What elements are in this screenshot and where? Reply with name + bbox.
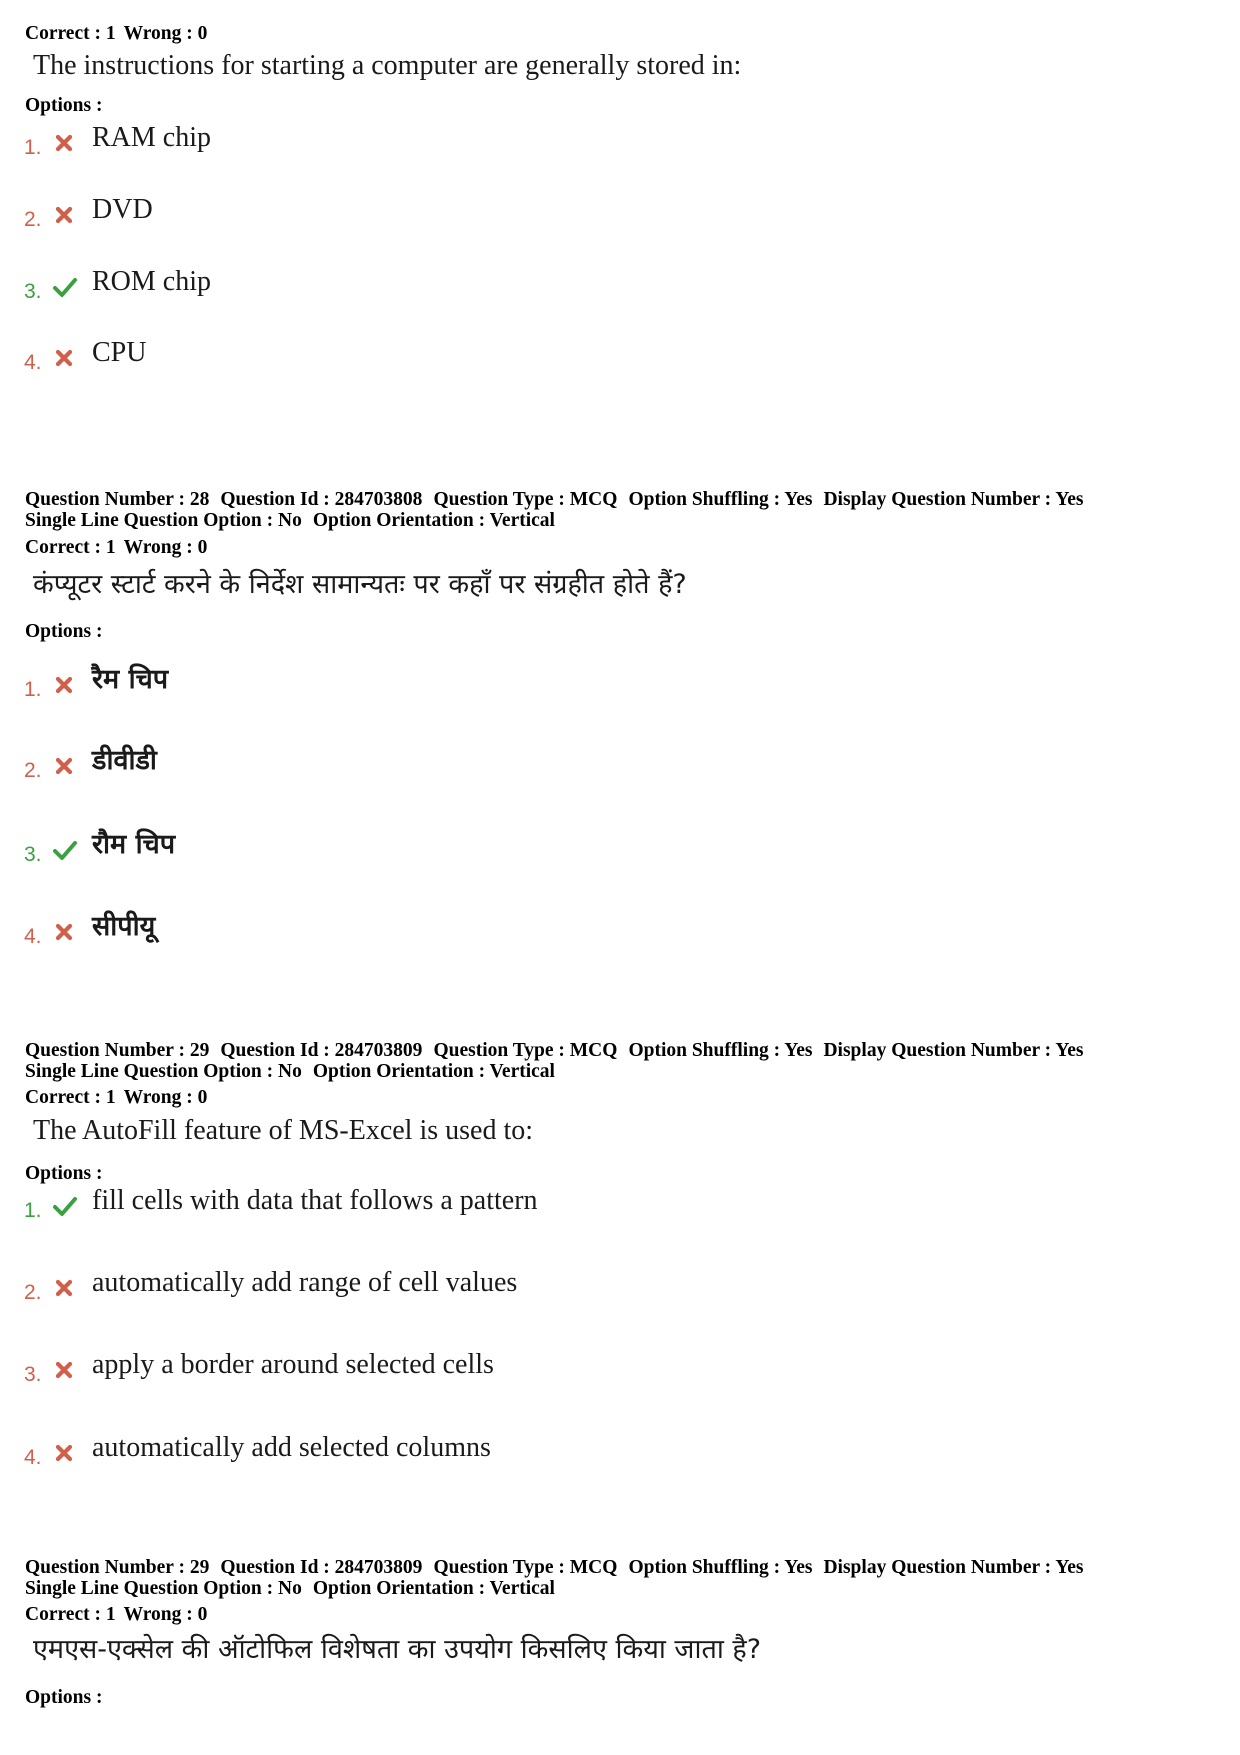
option-orientation: Option Orientation : Vertical — [312, 1061, 555, 1082]
option-orientation: Option Orientation : Vertical — [312, 510, 555, 531]
wrong-marks: Wrong : 0 — [123, 1604, 208, 1625]
options-label: Options : — [25, 1163, 103, 1184]
cross-icon — [52, 131, 76, 155]
option-number: 3. — [24, 1363, 42, 1386]
cross-icon — [52, 1441, 76, 1465]
question-meta-line-2 — [25, 1061, 566, 1082]
option-text: apply a border around selected cells — [92, 1349, 494, 1380]
option-item — [24, 910, 924, 950]
wrong-marks: Wrong : 0 — [123, 23, 208, 44]
check-icon — [52, 275, 76, 299]
option-item — [24, 193, 924, 233]
option-text: automatically add range of cell values — [92, 1267, 518, 1298]
question-id: Question Id : 284703808 — [220, 489, 423, 510]
option-text: ROM chip — [92, 266, 211, 297]
question-meta-line-2 — [25, 1578, 566, 1599]
single-line-option: Single Line Question Option : No — [25, 1061, 302, 1082]
option-item — [24, 663, 924, 703]
option-number: 4. — [24, 925, 42, 948]
check-icon — [52, 838, 76, 862]
wrong-marks: Wrong : 0 — [123, 1087, 208, 1108]
question-type: Question Type : MCQ — [433, 1040, 618, 1061]
option-text: RAM chip — [92, 122, 211, 153]
correct-marks: Correct : 1 — [25, 23, 116, 44]
check-icon — [52, 1194, 76, 1218]
option-orientation: Option Orientation : Vertical — [312, 1578, 555, 1599]
display-question-number: Display Question Number : Yes — [823, 1557, 1084, 1578]
score-line — [25, 23, 215, 45]
correct-marks: Correct : 1 — [25, 1604, 116, 1625]
option-number: 3. — [24, 280, 42, 303]
question-type: Question Type : MCQ — [433, 1557, 618, 1578]
correct-marks: Correct : 1 — [25, 537, 116, 558]
option-item — [24, 1266, 924, 1306]
option-number: 4. — [24, 1446, 42, 1469]
option-text: CPU — [92, 337, 147, 368]
option-number: 1. — [24, 1199, 42, 1222]
question-type: Question Type : MCQ — [433, 489, 618, 510]
options-label: Options : — [25, 95, 103, 116]
display-question-number: Display Question Number : Yes — [823, 1040, 1084, 1061]
cross-icon — [52, 1276, 76, 1300]
option-number: 2. — [24, 759, 42, 782]
option-text: डीवीडी — [92, 745, 157, 776]
option-item — [24, 828, 924, 868]
score-line — [25, 1087, 215, 1109]
option-number: 4. — [24, 351, 42, 374]
option-item — [24, 1184, 924, 1224]
cross-icon — [52, 673, 76, 697]
options-label: Options : — [25, 1687, 103, 1708]
option-item — [24, 121, 924, 161]
question-meta-line-2 — [25, 510, 566, 531]
score-line — [25, 537, 215, 559]
question-meta-line-1 — [25, 1557, 1095, 1578]
question-text: एमएस-एक्सेल की ऑटोफिल विशेषता का उपयोग किसलिए किया जाता है? — [33, 1634, 762, 1665]
option-text: automatically add selected columns — [92, 1432, 491, 1463]
option-text: DVD — [92, 194, 153, 225]
option-item — [24, 1431, 924, 1471]
option-number: 3. — [24, 843, 42, 866]
display-question-number: Display Question Number : Yes — [823, 489, 1084, 510]
cross-icon — [52, 203, 76, 227]
option-item — [24, 744, 924, 784]
question-number: Question Number : 28 — [25, 489, 210, 510]
question-text: The AutoFill feature of MS-Excel is used to: — [33, 1115, 534, 1146]
option-item — [24, 336, 924, 376]
question-id: Question Id : 284703809 — [220, 1040, 423, 1061]
option-number: 2. — [24, 208, 42, 231]
question-number: Question Number : 29 — [25, 1040, 210, 1061]
score-line — [25, 1604, 215, 1626]
options-label: Options : — [25, 621, 103, 642]
option-item — [24, 265, 924, 305]
option-shuffling: Option Shuffling : Yes — [628, 489, 813, 510]
option-item — [24, 1348, 924, 1388]
question-text: कंप्यूटर स्टार्ट करने के निर्देश सामान्यतः पर कहाँ पर संग्रहीत होते हैं? — [33, 569, 687, 600]
option-text: सीपीयू — [92, 911, 156, 942]
option-text: रैम चिप — [92, 664, 169, 695]
question-id: Question Id : 284703809 — [220, 1557, 423, 1578]
option-number: 2. — [24, 1281, 42, 1304]
option-text: fill cells with data that follows a pattern — [92, 1185, 538, 1216]
option-shuffling: Option Shuffling : Yes — [628, 1557, 813, 1578]
wrong-marks: Wrong : 0 — [123, 537, 208, 558]
cross-icon — [52, 920, 76, 944]
cross-icon — [52, 754, 76, 778]
single-line-option: Single Line Question Option : No — [25, 510, 302, 531]
option-number: 1. — [24, 678, 42, 701]
option-number: 1. — [24, 136, 42, 159]
cross-icon — [52, 346, 76, 370]
cross-icon — [52, 1358, 76, 1382]
option-shuffling: Option Shuffling : Yes — [628, 1040, 813, 1061]
option-text: रौम चिप — [92, 829, 176, 860]
question-text: The instructions for starting a computer are generally stored in: — [33, 50, 742, 81]
question-meta-line-1 — [25, 1040, 1095, 1061]
correct-marks: Correct : 1 — [25, 1087, 116, 1108]
single-line-option: Single Line Question Option : No — [25, 1578, 302, 1599]
question-meta-line-1 — [25, 489, 1095, 510]
question-number: Question Number : 29 — [25, 1557, 210, 1578]
